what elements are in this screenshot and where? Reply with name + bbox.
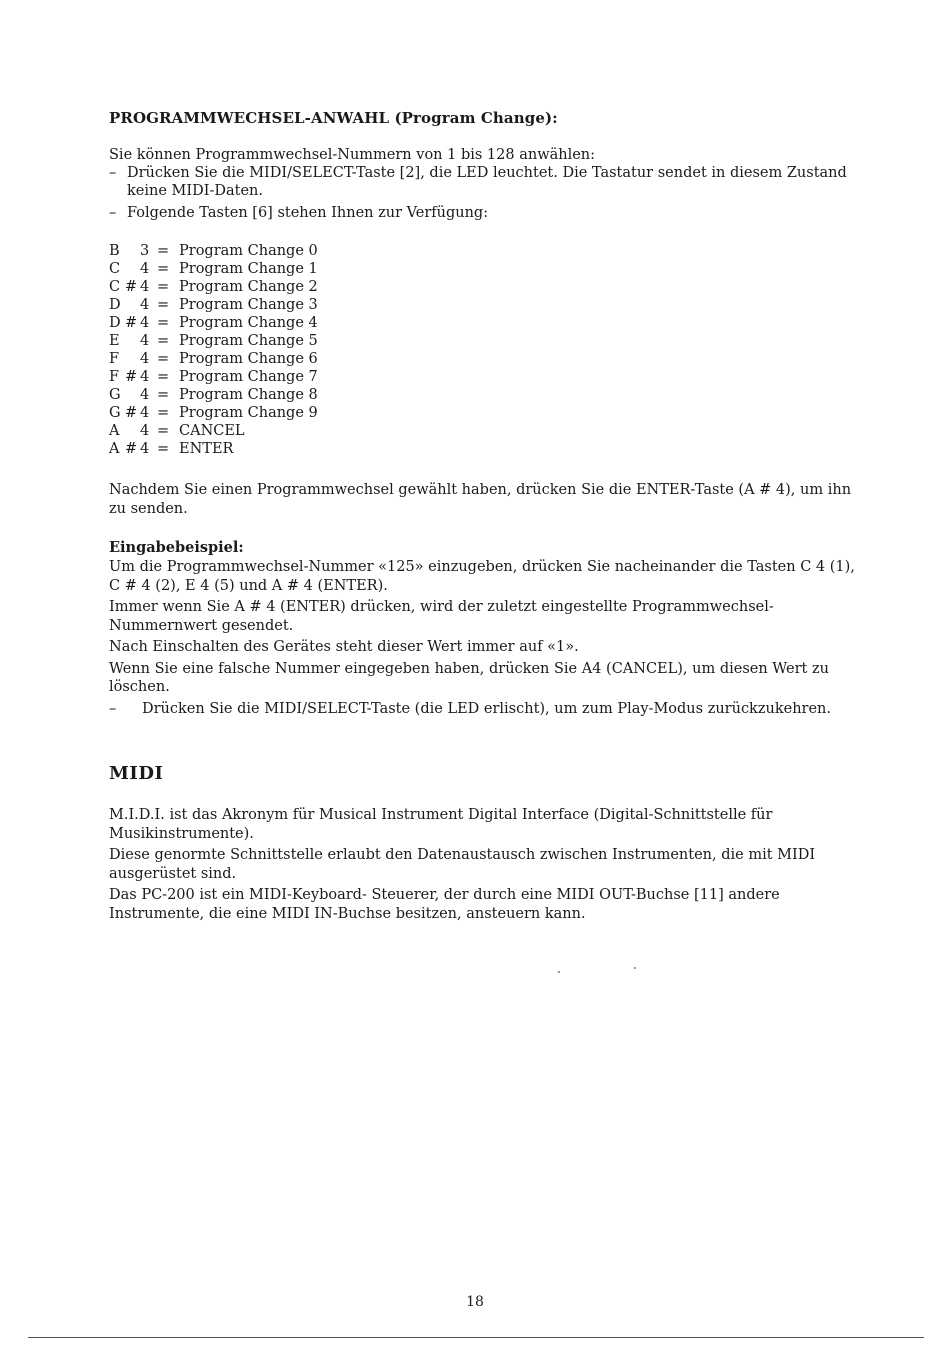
key-sharp — [125, 386, 140, 404]
midi-block — [109, 806, 861, 926]
key-assignment-row — [109, 368, 318, 386]
key-function: ENTER — [179, 441, 234, 457]
midi-paragraph-2: Diese genormte Schnittstelle erlaubt den Datenaustausch zwischen Instrumenten, die mit MIDI ausgerüstet sind. — [109, 847, 816, 882]
intro-item-text: Drücken Sie die MIDI/SELECT-Taste [2], die LED leuchtet. Die Tastatur sendet in diesem Zustand keine MIDI-Daten. — [127, 165, 847, 199]
key-function: Program Change 2 — [179, 279, 318, 295]
key-equals: = — [157, 387, 170, 403]
example-paragraph-3: Nach Einschalten des Gerätes steht dieser Wert immer auf «1». — [109, 639, 579, 655]
key-function: Program Change 0 — [179, 243, 318, 259]
dash-marker: – — [109, 165, 117, 181]
key-octave: 3 — [140, 243, 150, 259]
key-sharp: # — [125, 441, 138, 457]
example-block — [109, 558, 861, 721]
key-sharp — [125, 260, 140, 278]
key-assignment-row — [109, 296, 318, 314]
page-number: 18 — [466, 1294, 484, 1310]
dash-marker: – — [109, 205, 117, 221]
key-assignment-row — [109, 332, 318, 350]
key-note: C — [109, 279, 121, 295]
key-sharp: # — [125, 315, 138, 331]
after-keymap-paragraph — [109, 481, 861, 521]
key-assignment-row — [109, 386, 318, 404]
key-assignment-row — [109, 314, 318, 332]
key-note: G — [109, 405, 121, 421]
key-assignment-list — [109, 242, 318, 458]
key-equals: = — [157, 405, 170, 421]
key-octave: 4 — [140, 387, 150, 403]
document-page — [109, 0, 861, 1354]
key-equals: = — [157, 333, 170, 349]
key-equals: = — [157, 441, 170, 457]
key-function: Program Change 7 — [179, 369, 318, 385]
intro-item-midi-select — [109, 164, 861, 200]
key-note: D — [109, 315, 121, 331]
key-equals: = — [157, 423, 170, 439]
key-function: Program Change 4 — [179, 315, 318, 331]
key-assignment-row — [109, 404, 318, 422]
example-item-text: Drücken Sie die MIDI/SELECT-Taste (die LED erlischt), um zum Play-Modus zurückzukehren. — [142, 700, 831, 717]
key-function: Program Change 6 — [179, 351, 318, 367]
key-equals: = — [157, 261, 170, 277]
key-octave: 4 — [140, 351, 150, 367]
key-octave: 4 — [140, 441, 150, 457]
key-assignment-row — [109, 440, 318, 458]
key-equals: = — [157, 351, 170, 367]
midi-heading: MIDI — [109, 763, 164, 784]
key-assignment-row — [109, 260, 318, 278]
key-octave: 4 — [140, 369, 150, 385]
midi-paragraph-3: Das PC-200 ist ein MIDI-Keyboard- Steuerer, der durch eine MIDI OUT-Buchse [11] andere Instrumente, die eine MIDI IN-Buchse besitzen, ansteuern kann. — [109, 887, 780, 922]
key-octave: 4 — [140, 315, 150, 331]
key-note: A — [109, 423, 120, 439]
section-title: PROGRAMMWECHSEL-ANWAHL (Program Change): — [109, 109, 558, 127]
key-sharp — [125, 332, 140, 350]
dash-marker: – — [109, 700, 117, 717]
key-sharp — [125, 350, 140, 368]
key-octave: 4 — [140, 297, 150, 313]
example-paragraph-1: Um die Programmwechsel-Nummer «125» einzugeben, drücken Sie nacheinander die Tasten C 4 (1), C # 4 (2), E 4 (5) und A # 4 (ENTER). — [109, 559, 855, 594]
key-assignment-row — [109, 278, 318, 296]
key-octave: 4 — [140, 405, 150, 421]
key-note: E — [109, 333, 120, 349]
example-paragraph-2: Immer wenn Sie A # 4 (ENTER) drücken, wird der zuletzt eingestellte Programmwechsel-Nummernwert gesendet. — [109, 599, 774, 634]
intro-line: Sie können Programmwechsel-Nummern von 1 bis 128 anwählen: — [109, 147, 596, 163]
key-octave: 4 — [140, 279, 150, 295]
key-function: Program Change 9 — [179, 405, 318, 421]
intro-item-keys — [109, 204, 861, 222]
key-equals: = — [157, 279, 170, 295]
key-equals: = — [157, 297, 170, 313]
key-octave: 4 — [140, 261, 150, 277]
bottom-rule — [28, 1337, 924, 1338]
enter-instruction: Nachdem Sie einen Programmwechsel gewählt haben, drücken Sie die ENTER-Taste (A # 4), um ihn zu senden. — [109, 482, 852, 517]
scan-speck — [634, 967, 636, 969]
key-note: A — [109, 441, 120, 457]
key-equals: = — [157, 369, 170, 385]
key-note: G — [109, 387, 121, 403]
key-sharp — [125, 242, 140, 260]
example-paragraph-4: Wenn Sie eine falsche Nummer eingegeben haben, drücken Sie A4 (CANCEL), um diesen Wert zu löschen. — [109, 660, 829, 695]
key-assignment-row — [109, 242, 318, 260]
key-assignment-row — [109, 350, 318, 368]
key-note: F — [109, 351, 120, 367]
example-item-return — [109, 700, 861, 719]
intro-block — [109, 146, 861, 222]
key-function: CANCEL — [179, 423, 245, 439]
key-sharp — [125, 296, 140, 314]
key-assignment-row — [109, 422, 318, 440]
key-note: C — [109, 261, 121, 277]
example-title: Eingabebeispiel: — [109, 539, 244, 556]
key-note: F — [109, 369, 120, 385]
key-function: Program Change 5 — [179, 333, 318, 349]
key-equals: = — [157, 243, 170, 259]
key-function: Program Change 1 — [179, 261, 318, 277]
key-sharp: # — [125, 369, 138, 385]
key-octave: 4 — [140, 423, 150, 439]
scan-speck — [558, 971, 560, 973]
key-sharp: # — [125, 279, 138, 295]
key-equals: = — [157, 315, 170, 331]
key-function: Program Change 3 — [179, 297, 318, 313]
intro-item-text: Folgende Tasten [6] stehen Ihnen zur Verfügung: — [127, 205, 489, 221]
key-sharp: # — [125, 405, 138, 421]
key-note: D — [109, 297, 121, 313]
key-function: Program Change 8 — [179, 387, 318, 403]
key-note: B — [109, 243, 120, 259]
key-octave: 4 — [140, 333, 150, 349]
midi-paragraph-1: M.I.D.I. ist das Akronym für Musical Instrument Digital Interface (Digital-Schnittstelle für Musikinstrumente). — [109, 807, 773, 842]
key-sharp — [125, 422, 140, 440]
